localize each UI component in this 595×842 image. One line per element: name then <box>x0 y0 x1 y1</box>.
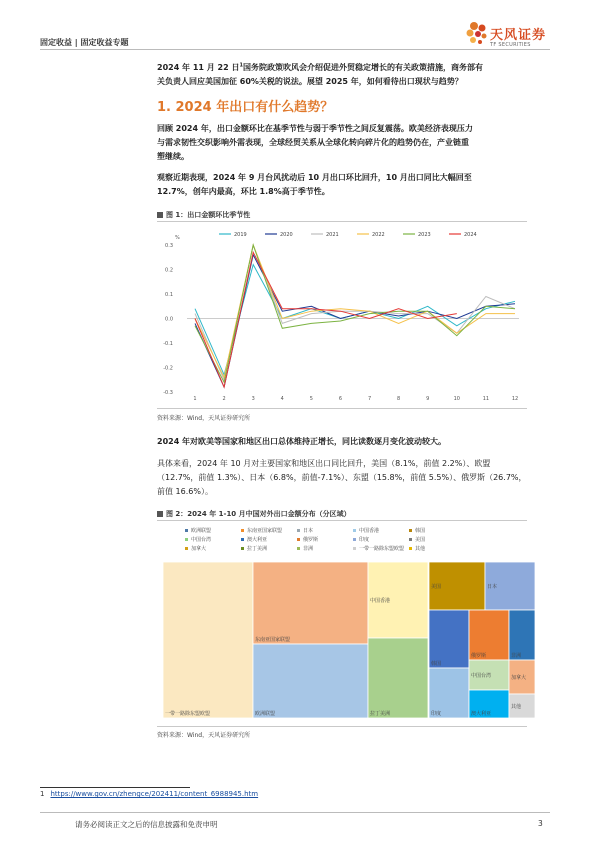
footnote-number: 1 <box>40 790 45 798</box>
legend-label: 其他 <box>415 546 426 552</box>
treemap-block-label: 拉丁美洲 <box>370 711 391 717</box>
legend-label: 韩国 <box>415 528 426 534</box>
treemap-block <box>253 562 368 644</box>
series-line-2023 <box>195 245 515 382</box>
chart-legend <box>219 232 477 238</box>
y-tick-label: 0.3 <box>165 242 173 249</box>
detail-paragraph <box>157 457 537 499</box>
treemap-block-label: 韩国 <box>431 661 442 667</box>
legend-label: 2020 <box>280 232 293 238</box>
figure2-bottom-rule <box>157 726 527 727</box>
treemap-block-label: 澳大利亚 <box>471 711 492 717</box>
treemap-block-label: 一带一路除东盟欧盟 <box>165 711 211 717</box>
page-number: 3 <box>538 819 543 828</box>
legend-swatch <box>409 547 412 550</box>
treemap-block <box>163 562 253 718</box>
treemap-block-label: 加拿大 <box>511 675 527 681</box>
header-section-label: 固定收益 | 固定收益专题 <box>40 38 129 47</box>
review-line1: 回顾 2024 年，出口金额环比在基季节性与弱于季节性之间反复震荡。欧美经济表现压力 <box>157 124 473 133</box>
figure2-title-text: 图 2：2024 年 1-10 月中国对外出口金额分布（分区域） <box>166 510 351 518</box>
legend-swatch <box>297 538 300 541</box>
footnote-rule <box>40 787 190 788</box>
legend-label: 东南亚国家联盟 <box>247 528 283 534</box>
line-chart <box>157 225 527 405</box>
legend-label: 中国台湾 <box>191 537 212 543</box>
treemap-block-label: 欧洲联盟 <box>255 711 276 717</box>
logo-english: TF SECURITIES <box>490 42 531 48</box>
x-tick-label: 4 <box>280 396 284 402</box>
x-tick-label: 11 <box>482 396 490 402</box>
figure2-rule <box>157 520 527 521</box>
figure1-title <box>157 210 250 220</box>
legend-label: 中国香港 <box>359 528 380 534</box>
legend-label: 日本 <box>303 528 314 534</box>
figure-marker-icon <box>157 511 163 517</box>
logo-name: 天风证券 <box>490 28 547 43</box>
x-tick-label: 9 <box>426 396 430 402</box>
legend-label: 美国 <box>415 537 426 543</box>
legend-label: 2023 <box>418 232 431 238</box>
legend-label: 澳大利亚 <box>247 537 268 543</box>
y-tick-label: -0.2 <box>163 365 173 372</box>
treemap-block-label: 其他 <box>511 704 522 710</box>
legend-swatch <box>353 529 356 532</box>
treemap-block <box>253 644 368 718</box>
x-tick-label: 8 <box>397 396 401 402</box>
intro-line1: 国务院政策吹风会介绍促进外贸稳定增长的有关政策措施，商务部有 <box>242 62 483 72</box>
figure2-source: 资料来源：Wind，天风证券研究所 <box>157 732 251 739</box>
recent-line1: 观察近期表现，2024 年 9 月台风扰动后 10 月出口环比回升，10 月出口同比大幅回至 <box>157 173 472 182</box>
treemap-legend <box>185 527 425 552</box>
y-axis <box>163 243 519 396</box>
review-line3: 塑继续。 <box>157 152 189 161</box>
y-tick-label: -0.1 <box>163 340 173 347</box>
legend-swatch <box>185 538 188 541</box>
x-tick-label: 12 <box>511 396 519 402</box>
figure1-source: 资料来源：Wind，天风证券研究所 <box>157 415 251 422</box>
legend-label: 2019 <box>234 232 247 238</box>
footnote-ref[interactable]: 1 <box>239 62 243 68</box>
figure1-title-text: 图 1：出口金额环比季节性 <box>166 211 251 219</box>
legend-swatch <box>185 547 188 550</box>
legend-label: 欧洲联盟 <box>191 528 212 534</box>
x-tick-label: 1 <box>193 396 197 402</box>
legend-swatch <box>297 529 300 532</box>
treemap-block-label: 印度 <box>431 711 442 717</box>
legend-label: 拉丁美洲 <box>247 546 268 552</box>
treemap-block <box>429 610 469 668</box>
x-tick-label: 10 <box>453 396 461 402</box>
legend-label: 加拿大 <box>191 546 207 552</box>
detail-line3: 前值 16.6%）。 <box>157 487 213 496</box>
legend-label: 2021 <box>326 232 339 238</box>
y-tick-label: -0.3 <box>163 389 173 396</box>
recent-line2: 12.7%，创年内最高，环比 1.8%高于季节性。 <box>157 187 330 196</box>
chart-series <box>195 245 515 387</box>
series-line-2024 <box>195 252 457 387</box>
x-tick-label: 2 <box>222 396 226 402</box>
review-line2: 与需求韧性交织影响外需表现，全球经贸关系从全球化转向碎片化的趋势仍在，产业链重 <box>157 138 469 147</box>
y-unit-label: % <box>175 235 180 241</box>
review-paragraph <box>157 122 527 164</box>
legend-swatch <box>353 538 356 541</box>
legend-label: 非洲 <box>303 546 314 552</box>
treemap-block-label: 中国香港 <box>370 598 391 604</box>
detail-line1: 具体来看，2024 年 10 月对主要国家和地区出口同比回升，美国（8.1%，前值 2.2%）、欧盟 <box>157 459 491 468</box>
header-divider <box>40 49 550 50</box>
series-line-2021 <box>195 245 515 380</box>
figure2-title <box>157 509 351 519</box>
figure1-rule <box>157 221 527 222</box>
recent-paragraph <box>157 171 527 199</box>
footer-disclaimer: 请务必阅读正文之后的信息披露和免责申明 <box>75 820 218 829</box>
figure1-bottom-rule <box>157 408 527 409</box>
legend-label: 一带一路除东盟欧盟 <box>359 546 405 552</box>
y-tick-label: 0.0 <box>165 316 173 323</box>
x-axis <box>193 396 518 402</box>
treemap-block-label: 东南亚国家联盟 <box>255 637 291 643</box>
treemap-block-label: 俄罗斯 <box>471 653 487 659</box>
y-tick-label: 0.1 <box>165 291 173 298</box>
legend-swatch <box>241 547 244 550</box>
legend-swatch <box>409 538 412 541</box>
intro-date: 2024 年 11 月 22 日 <box>157 62 240 72</box>
legend-label: 2022 <box>372 232 385 238</box>
x-tick-label: 3 <box>251 396 255 402</box>
summary-statement: 2024 年对欧美等国家和地区出口总体维持正增长，同比读数逐月变化波动较大。 <box>157 437 447 446</box>
legend-label: 印度 <box>359 537 370 543</box>
treemap-block-label: 日本 <box>487 584 498 590</box>
legend-swatch <box>409 529 412 532</box>
x-tick-label: 7 <box>367 396 372 402</box>
legend-swatch <box>185 529 188 532</box>
treemap-blocks <box>163 562 535 718</box>
legend-label: 俄罗斯 <box>303 537 319 543</box>
footer-divider <box>40 812 550 813</box>
legend-swatch <box>241 529 244 532</box>
footnote <box>40 790 258 798</box>
legend-label: 2024 <box>464 232 477 238</box>
figure-marker-icon <box>157 212 163 218</box>
section-title: 1. 2024 年出口有什么趋势？ <box>157 100 334 115</box>
intro-line2: 关负责人回应美国加征 60%关税的说法。展望 2025 年，如何看待出口现状与趋势？ <box>157 76 463 86</box>
legend-swatch <box>241 538 244 541</box>
intro-paragraph <box>157 58 527 89</box>
detail-line2: （12.7%，前值 1.3%）、日本（6.8%，前值-7.1%）、东盟（15.8%，前值 5.5%）、俄罗斯（26.7%， <box>157 473 527 482</box>
treemap-block-label: 中国台湾 <box>471 673 492 679</box>
legend-swatch <box>297 547 300 550</box>
y-tick-label: 0.2 <box>165 267 173 274</box>
treemap-block-label: 非洲 <box>511 653 522 659</box>
treemap-chart <box>157 524 539 724</box>
treemap-block-label: 美国 <box>431 584 442 590</box>
x-tick-label: 5 <box>309 396 313 402</box>
footnote-link[interactable]: https://www.gov.cn/zhengce/202411/content_6988945.htm <box>50 790 259 798</box>
x-tick-label: 6 <box>338 396 343 402</box>
treemap-block <box>368 638 428 718</box>
legend-swatch <box>353 547 356 550</box>
